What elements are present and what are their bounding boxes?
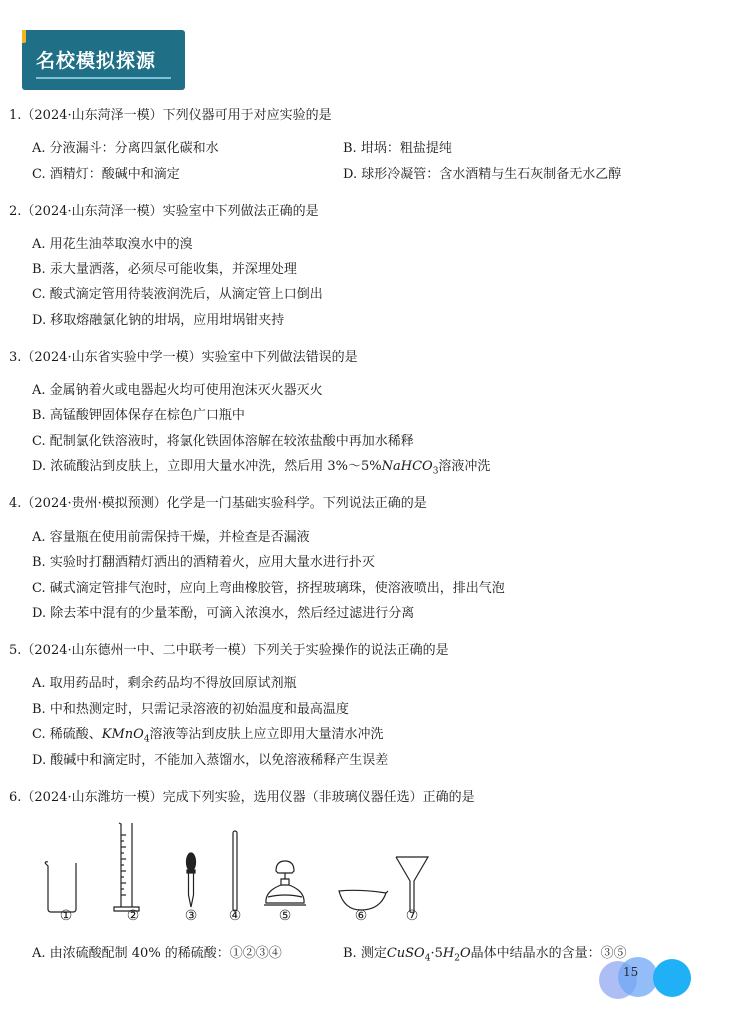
question-3-option-d-text-end: 溶液冲洗 [438,459,491,474]
figure-label-6: ⑥ [354,908,368,924]
question-6-option-b-subscript-2: 2 [454,953,460,964]
glass-rod-icon [233,831,237,911]
question-6-option-b-text: B. 测定 [343,946,387,961]
question-3-option-d-formula: NaHCO [381,459,433,474]
question-3-option-a: A. 金属钠着火或电器起火均可使用泡沫灭火器灭火 [32,383,323,398]
question-3-option-b: B. 高锰酸钾固体保存在棕色广口瓶中 [32,408,245,423]
badge-ribbon [22,30,26,43]
question-2-option-b: B. 汞大量洒落，必须尽可能收集，并深埋处理 [32,262,297,277]
question-5-option-d: D. 酸碱中和滴定时，不能加入蒸馏水，以免溶液稀释产生误差 [32,753,389,768]
page-number: 15 [623,965,639,979]
figure-label-4: ④ [228,908,242,924]
question-6-option-a: A. 由浓硫酸配制 40% 的稀硫酸：①②③④ [32,946,282,961]
question-4-option-b: B. 实验时打翻酒精灯洒出的酒精着火，应用大量水进行扑灭 [32,555,375,570]
question-5-option-c-text: C. 稀硫酸、 [32,727,102,742]
section-title: 名校模拟探源 [36,50,157,72]
beaker-icon [45,862,76,912]
funnel-icon [396,857,428,912]
section-header-badge [22,30,185,90]
graduated-cylinder-icon [114,823,139,911]
figure-label-3: ③ [184,908,198,924]
question-6-option-b-dot: ·5 [430,946,443,961]
question-6-option-b-subscript-1: 4 [424,953,431,964]
question-1-option-a: A. 分液漏斗：分离四氯化碳和水 [32,141,219,156]
question-2-option-a: A. 用花生油萃取溴水中的溴 [32,237,193,252]
figure-label-2: ② [126,908,140,924]
question-4-option-a: A. 容量瓶在使用前需保持干燥，并检查是否漏液 [32,530,310,545]
question-3-option-d-text: D. 浓硫酸沾到皮肤上，立即用大量水冲洗，然后用 3%～5% [32,459,382,474]
title-underline [36,77,171,79]
question-4-option-c: C. 碱式滴定管排气泡时，应向上弯曲橡胶管，挤捏玻璃珠，使溶液喷出，排出气泡 [32,581,505,596]
dropper-icon [187,853,196,907]
question-5-option-b: B. 中和热测定时，只需记录溶液的初始温度和最高温度 [32,702,349,717]
figure-label-7: ⑦ [405,908,419,924]
question-3-stem: 3.（2024·山东省实验中学一模）实验室中下列做法错误的是 [9,350,358,365]
figure-label-5: ⑤ [278,908,292,924]
question-6-option-b [343,942,627,964]
question-6-option-b-formula-2: H [442,946,455,961]
question-1-option-d: D. 球形冷凝管：含水酒精与生石灰制备无水乙醇 [343,167,622,182]
question-4-stem: 4.（2024·贵州·模拟预测）化学是一门基础实验科学。下列说法正确的是 [9,496,427,511]
question-1-option-c: C. 酒精灯：酸碱中和滴定 [32,167,180,182]
question-5-option-c-formula: KMnO [101,727,144,742]
alcohol-lamp-icon [264,861,306,905]
question-3-option-d-subscript: 3 [432,466,439,477]
question-3-option-c: C. 配制氯化铁溶液时，将氯化铁固体溶解在较浓盐酸中再加水稀释 [32,434,414,449]
question-5-option-c-text-end: 溶液等沾到皮肤上应立即用大量清水冲洗 [149,727,384,742]
question-2-option-c: C. 酸式滴定管用待装液润洗后，从滴定管上口倒出 [32,287,323,302]
question-1-option-b: B. 坩埚：粗盐提纯 [343,141,452,156]
question-6-option-b-formula-1: CuSO [386,946,425,961]
question-6-option-b-text-end: 晶体中结晶水的含量：③⑤ [470,946,627,961]
question-2-stem: 2.（2024·山东菏泽一模）实验室中下列做法正确的是 [9,204,319,219]
question-5-option-c [32,723,384,745]
question-5-option-a: A. 取用药品时，剩余药品均不得放回原试剂瓶 [32,676,297,691]
question-2-option-d: D. 移取熔融氯化钠的坩埚，应用坩埚钳夹持 [32,313,285,328]
page-number-decoration [598,955,736,1021]
figure-label-1: ① [59,908,73,924]
question-4-option-d: D. 除去苯中混有的少量苯酚，可滴入浓溴水，然后经过滤进行分离 [32,606,415,621]
question-5-stem: 5.（2024·山东德州一中、二中联考一模）下列关于实验操作的说法正确的是 [9,643,449,658]
question-5-option-c-subscript: 4 [143,734,150,745]
question-6-option-b-formula-3: O [459,946,471,961]
question-6-stem: 6.（2024·山东潍坊一模）完成下列实验，选用仪器（非玻璃仪器任选）正确的是 [9,790,475,805]
question-3-option-d [32,455,490,477]
question-1-stem: 1.（2024·山东菏泽一模）下列仪器可用于对应实验的是 [9,108,332,123]
